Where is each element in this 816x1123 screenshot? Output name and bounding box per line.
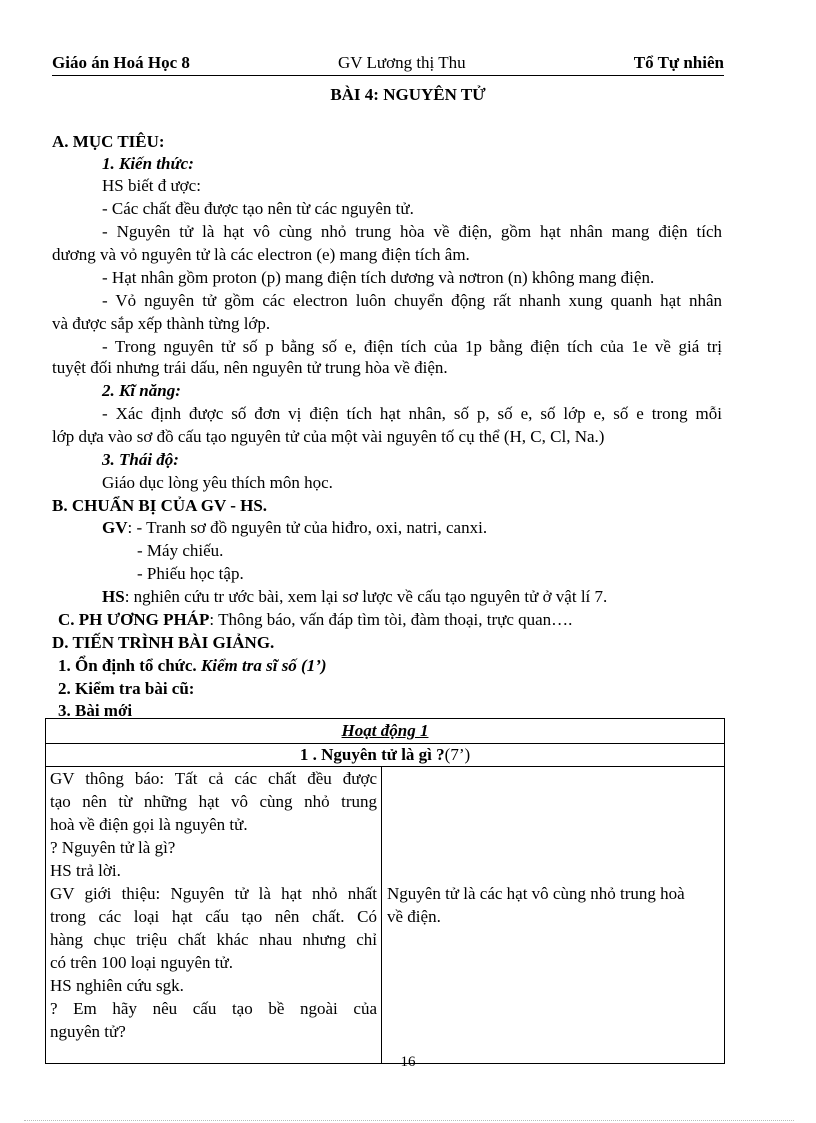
hs-label: HS <box>102 587 125 606</box>
attitude-text: Giáo dục lòng yêu thích môn học. <box>102 473 333 492</box>
skills-line: lớp dựa vào sơ đồ cấu tạo nguyên tử của một vài nguyên tố cụ thể (H, C, Cl, Na.) <box>52 427 605 446</box>
section-c-text: : Thông báo, vấn đáp tìm tòi, đàm thoại, trực quan…. <box>209 610 573 629</box>
header-department: Tổ Tự nhiên <box>633 53 724 72</box>
teacher-line: nguyên tử? <box>50 1022 126 1041</box>
teacher-line: có trên 100 loại nguyên tử. <box>50 953 233 972</box>
gv-label: GV <box>102 518 128 537</box>
teacher-line: GV thông báo: Tất cả các chất đều được <box>50 769 377 788</box>
activity-title: Hoạt động 1 <box>46 719 725 744</box>
knowledge-line: dương và vỏ nguyên tử là các electron (e) mang điện tích âm. <box>52 245 470 264</box>
teacher-line: hàng chục triệu chất khác nhau nhưng chỉ <box>50 930 377 949</box>
page-header <box>52 53 724 76</box>
step-3: 3. Bài mới <box>58 701 133 720</box>
page-number: 16 <box>400 1054 416 1070</box>
teacher-line: ? Em hãy nêu cấu tạo bề ngoài của <box>50 999 377 1018</box>
teacher-line: HS nghiên cứu sgk. <box>50 976 184 995</box>
page-bottom-divider <box>24 1120 794 1121</box>
step-1 <box>58 655 327 676</box>
activity-subtitle-bold: 1 . Nguyên tử là gì ? <box>299 745 445 764</box>
header-teacher: GV Lương thị Thu <box>338 53 466 72</box>
content-line: Nguyên tử là các hạt vô cùng nhỏ trung hoà <box>387 884 685 903</box>
teacher-line: hoà về điện gọi là nguyên tử. <box>50 815 248 834</box>
header-subject: Giáo án Hoá Học 8 <box>52 53 190 72</box>
section-d-heading: D. TIẾN TRÌNH BÀI GIẢNG. <box>52 633 275 652</box>
gv-preparation <box>102 517 487 538</box>
content-column <box>382 767 725 1064</box>
teacher-line: tạo nên từ những hạt vô cùng nhỏ trung <box>50 792 377 811</box>
attitude-heading: 3. Thái độ: <box>102 450 179 469</box>
knowledge-line: - Trong nguyên tử số p bằng số e, điện tích của 1p bằng điện tích của 1e về giá trị <box>102 337 722 356</box>
knowledge-line: tuyệt đối nhưng trái dấu, nên nguyên tử trung hòa về điện. <box>52 358 448 377</box>
skills-line: - Xác định được số đơn vị điện tích hạt nhân, số p, số e, số lớp e, số e trong mỗi <box>102 404 722 423</box>
step-2: 2. Kiểm tra bài cũ: <box>58 679 195 698</box>
section-c <box>58 609 572 630</box>
hs-text: : nghiên cứu tr ước bài, xem lại sơ lược về cấu tạo nguyên tử ở vật lí 7. <box>124 587 608 606</box>
knowledge-line: - Nguyên tử là hạt vô cùng nhỏ trung hòa về điện, gồm hạt nhân mang điện tích <box>102 222 722 241</box>
knowledge-line: - Các chất đều được tạo nên từ các nguyên tử. <box>102 199 414 218</box>
gv-item: : - Tranh sơ đồ nguyên tử của hiđro, oxi, natri, canxi. <box>127 518 488 537</box>
section-a-heading: A. MỤC TIÊU: <box>52 132 165 151</box>
knowledge-line: và được sắp xếp thành từng lớp. <box>52 314 271 333</box>
gv-item: - Máy chiếu. <box>137 541 224 560</box>
teacher-student-column <box>46 767 382 1064</box>
lesson-title: BÀI 4: NGUYÊN TỬ <box>330 85 486 104</box>
section-c-label: C. PH ƯƠNG PHÁP <box>58 610 210 629</box>
skills-heading: 2. Kĩ năng: <box>102 381 181 400</box>
knowledge-intro: HS biết đ ược: <box>102 176 201 195</box>
knowledge-line: - Hạt nhân gồm proton (p) mang điện tích dương và nơtron (n) không mang điện. <box>102 268 655 287</box>
gv-item: - Phiếu học tập. <box>137 564 244 583</box>
teacher-line: ? Nguyên tử là gì? <box>50 838 176 857</box>
teacher-line: HS trả lời. <box>50 861 121 880</box>
step-1-label: 1. Ổn định tổ chức. <box>58 656 201 675</box>
teacher-line: GV giới thiệu: Nguyên tử là hạt nhỏ nhất <box>50 884 377 903</box>
knowledge-heading: 1. Kiến thức: <box>102 154 194 173</box>
knowledge-line: - Vỏ nguyên tử gồm các electron luôn chuyển động rất nhanh xung quanh hạt nhân <box>102 291 722 310</box>
section-b-heading: B. CHUẨN BỊ CỦA GV - HS. <box>52 496 268 515</box>
activity-subtitle <box>46 744 725 767</box>
activity-subtitle-time: (7’) <box>444 745 471 764</box>
activity-table <box>45 718 725 1064</box>
teacher-line: trong các loại hạt cấu tạo nên chất. Có <box>50 907 377 926</box>
content-line: về điện. <box>387 907 441 926</box>
hs-preparation <box>102 586 607 607</box>
step-1-italic: Kiểm tra sĩ số (1’) <box>200 656 327 675</box>
